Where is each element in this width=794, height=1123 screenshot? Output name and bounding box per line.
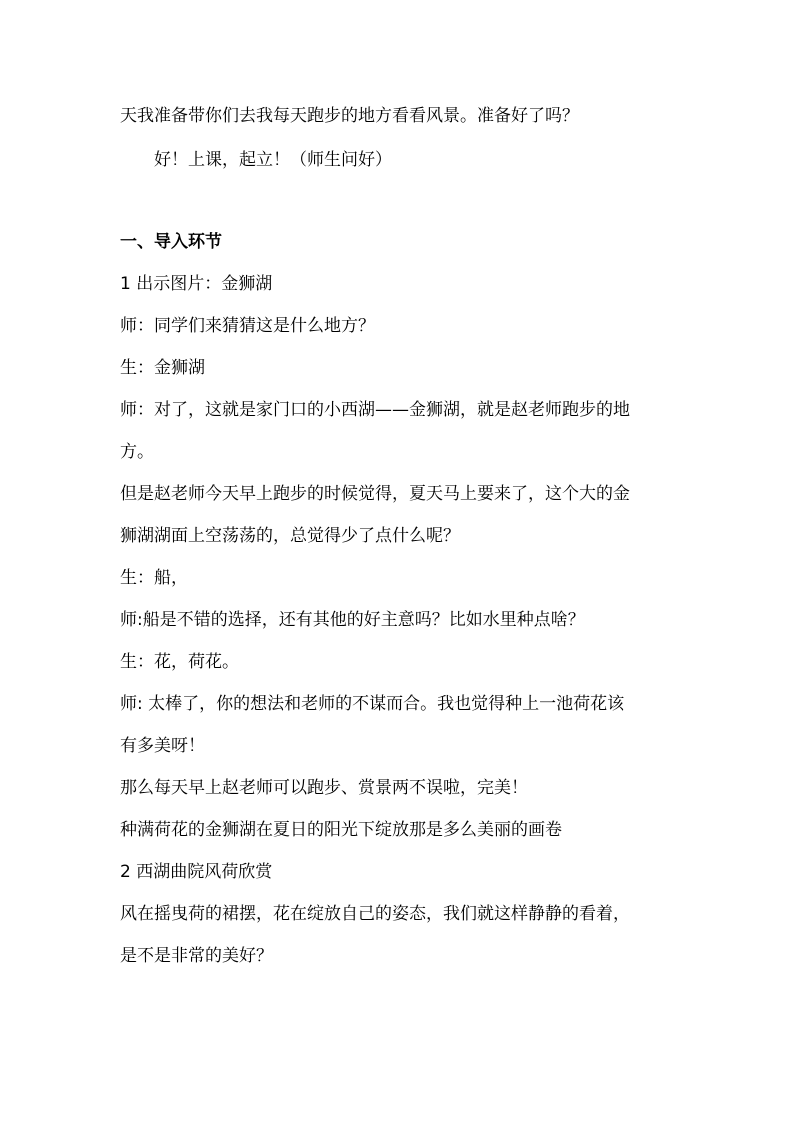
text-line: 有多美呀！ — [120, 736, 205, 756]
text-line: 1 出示图片：金狮湖 — [120, 274, 273, 294]
text-line: 那么每天早上赵老师可以跑步、赏景两不误啦，完美！ — [120, 778, 528, 798]
text-line: 师:船是不错的选择，还有其他的好主意吗？比如水里种点啥？ — [120, 610, 585, 630]
text-line: 师：同学们来猜猜这是什么地方？ — [120, 316, 375, 336]
text-line: 2 西湖曲院风荷欣赏 — [120, 862, 273, 882]
text-line: 师: 太棒了，你的想法和老师的不谋而合。我也觉得种上一池荷花该 — [120, 694, 625, 714]
text-line: 风在摇曳荷的裙摆，花在绽放自己的姿态，我们就这样静静的看着， — [120, 904, 630, 924]
text-line: 但是赵老师今天早上跑步的时候觉得，夏天马上要来了，这个大的金 — [120, 484, 630, 504]
text-line: 种满荷花的金狮湖在夏日的阳光下绽放那是多么美丽的画卷 — [120, 820, 562, 840]
text-line: 是不是非常的美好？ — [120, 946, 273, 966]
text-line: 师：对了，这就是家门口的小西湖——金狮湖，就是赵老师跑步的地 — [120, 400, 630, 420]
text-line: 生：花，荷花。 — [120, 652, 239, 672]
text-line: 天我准备带你们去我每天跑步的地方看看风景。准备好了吗？ — [120, 106, 579, 126]
text-line: 方。 — [120, 442, 154, 462]
text-line: 生：船， — [120, 568, 188, 588]
text-line: 狮湖湖面上空荡荡的，总觉得少了点什么呢？ — [120, 526, 460, 546]
section-heading: 一、导入环节 — [120, 232, 222, 252]
text-line: 好！上课，起立！（师生问好） — [154, 150, 392, 170]
text-line: 生：金狮湖 — [120, 358, 205, 378]
